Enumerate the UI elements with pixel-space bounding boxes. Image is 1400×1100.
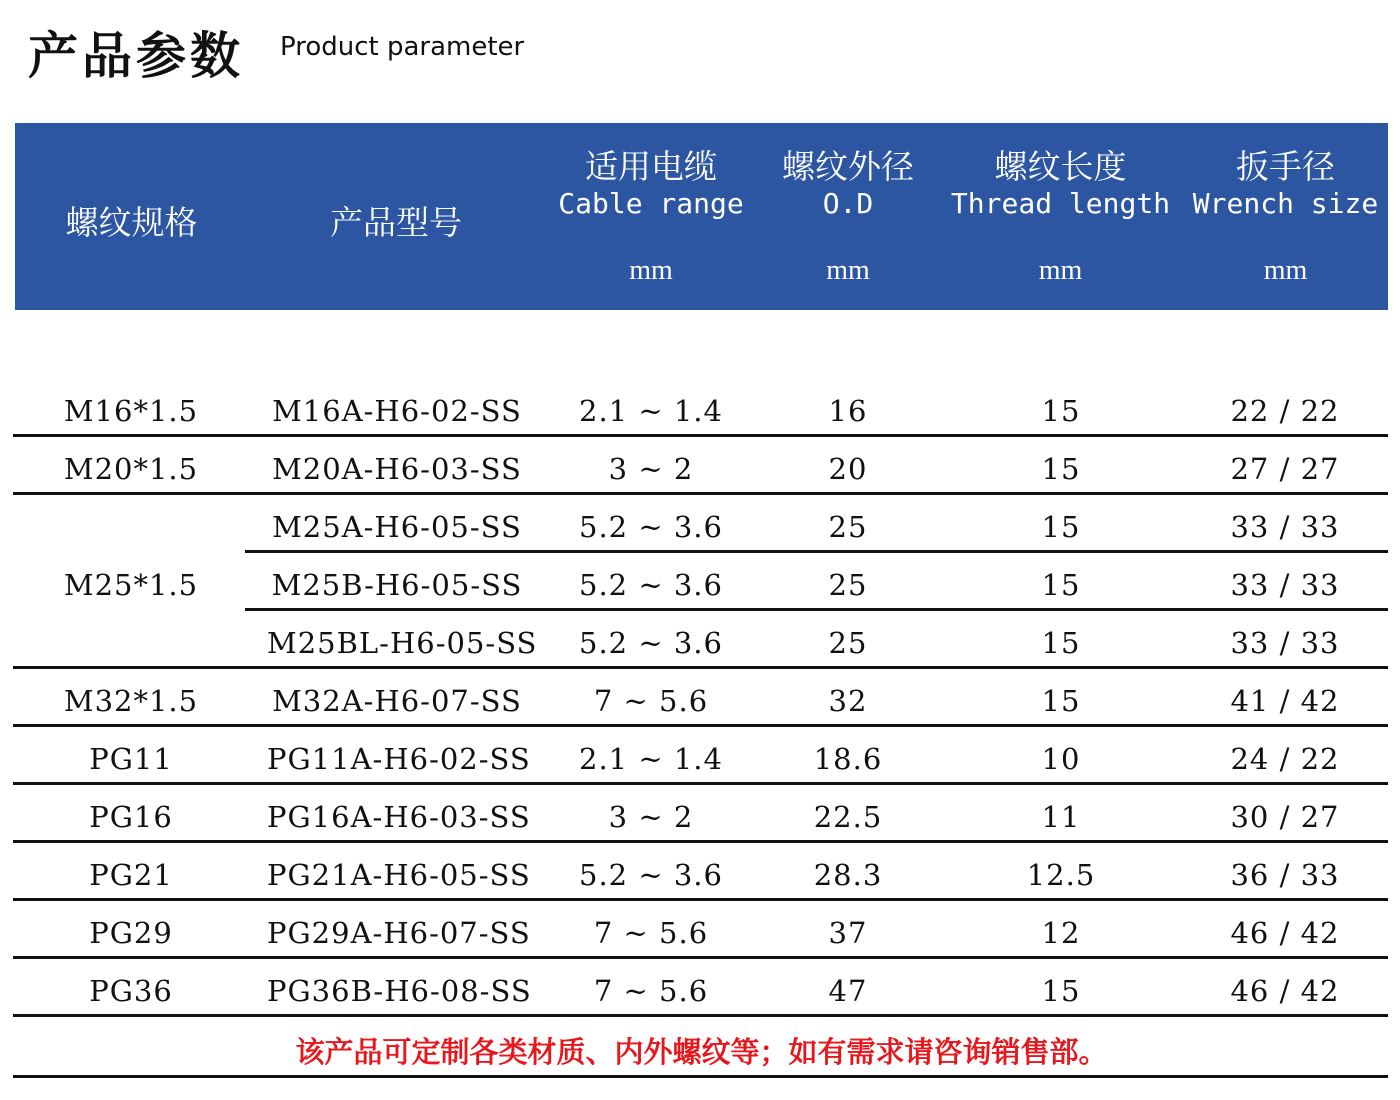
cell-spec: M16*1.5 — [63, 394, 199, 428]
row-divider — [13, 492, 1388, 495]
cell-length: 11 — [1041, 800, 1081, 834]
cell-wrench: 46 / 42 — [1230, 916, 1340, 950]
cell-spec: PG11 — [89, 742, 173, 776]
cell-cable: 5.2 ~ 3.6 — [579, 568, 723, 602]
cell-model: M25A-H6-05-SS — [272, 510, 522, 544]
header-wrench-size: 扳手径 Wrench size mm — [1192, 147, 1379, 286]
cell-wrench: 24 / 22 — [1230, 742, 1340, 776]
cell-length: 15 — [1041, 568, 1081, 602]
row-divider — [13, 956, 1388, 959]
cell-cable: 5.2 ~ 3.6 — [579, 858, 723, 892]
cell-wrench: 33 / 33 — [1230, 626, 1340, 660]
row-divider — [13, 434, 1388, 437]
cell-model: PG36B-H6-08-SS — [267, 974, 532, 1008]
cell-length: 10 — [1041, 742, 1081, 776]
cell-wrench: 33 / 33 — [1230, 568, 1340, 602]
cell-spec: PG36 — [89, 974, 173, 1008]
cell-cable: 3 ~ 2 — [608, 800, 694, 834]
row-divider — [13, 666, 1388, 669]
cell-model: PG16A-H6-03-SS — [267, 800, 531, 834]
cell-spec: PG29 — [89, 916, 173, 950]
cell-od: 25 — [828, 568, 868, 602]
cell-wrench: 46 / 42 — [1230, 974, 1340, 1008]
cell-od: 20 — [828, 452, 868, 486]
cell-length: 15 — [1041, 626, 1081, 660]
cell-wrench: 27 / 27 — [1230, 452, 1340, 486]
cell-cable: 7 ~ 5.6 — [593, 684, 709, 718]
cell-spec: M32*1.5 — [63, 684, 199, 718]
cell-wrench: 33 / 33 — [1230, 510, 1340, 544]
cell-length: 15 — [1041, 974, 1081, 1008]
customization-note: 该产品可定制各类材质、内外螺纹等；如有需求请咨询销售部。 — [295, 1035, 1108, 1069]
table-bottom-border — [13, 1075, 1388, 1078]
cell-cable: 2.1 ~ 1.4 — [579, 394, 723, 428]
cell-model: PG29A-H6-07-SS — [267, 916, 531, 950]
cell-cable: 5.2 ~ 3.6 — [579, 626, 723, 660]
cell-model: M20A-H6-03-SS — [272, 452, 522, 486]
row-divider — [245, 550, 1388, 553]
cell-wrench: 22 / 22 — [1230, 394, 1340, 428]
cell-od: 18.6 — [813, 742, 883, 776]
cell-model: M25B-H6-05-SS — [271, 568, 523, 602]
cell-od: 25 — [828, 626, 868, 660]
cell-cable: 3 ~ 2 — [608, 452, 694, 486]
cell-cable: 7 ~ 5.6 — [593, 974, 709, 1008]
cell-spec: M20*1.5 — [63, 452, 199, 486]
cell-od: 22.5 — [813, 800, 883, 834]
header-thread-length: 螺纹长度 Thread length mm — [950, 147, 1171, 286]
cell-length: 15 — [1041, 684, 1081, 718]
cell-model: M32A-H6-07-SS — [272, 684, 522, 718]
cell-spec: PG16 — [89, 800, 173, 834]
row-divider — [13, 840, 1388, 843]
header-cable-range: 适用电缆 Cable range mm — [558, 147, 744, 286]
cell-length: 12.5 — [1026, 858, 1096, 892]
cell-od: 28.3 — [813, 858, 883, 892]
row-divider — [13, 724, 1388, 727]
header-thread-spec: 螺纹规格 — [65, 203, 198, 242]
cell-wrench: 41 / 42 — [1230, 684, 1340, 718]
cell-spec: PG21 — [89, 858, 173, 892]
cell-cable: 7 ~ 5.6 — [593, 916, 709, 950]
row-divider — [13, 898, 1388, 901]
header-outer-diameter: 螺纹外径 O.D mm — [782, 147, 914, 286]
cell-model: PG21A-H6-05-SS — [267, 858, 531, 892]
cell-model: M25BL-H6-05-SS — [267, 626, 538, 660]
row-divider — [13, 1014, 1388, 1017]
cell-length: 15 — [1041, 452, 1081, 486]
cell-spec: M25*1.5 — [63, 568, 199, 602]
cell-od: 47 — [828, 974, 868, 1008]
cell-length: 12 — [1041, 916, 1081, 950]
cell-length: 15 — [1041, 510, 1081, 544]
cell-od: 16 — [828, 394, 868, 428]
cell-length: 15 — [1041, 394, 1081, 428]
cell-cable: 2.1 ~ 1.4 — [579, 742, 723, 776]
title-chinese: 产品参数 — [28, 27, 244, 85]
cell-od: 25 — [828, 510, 868, 544]
cell-cable: 5.2 ~ 3.6 — [579, 510, 723, 544]
row-divider — [245, 608, 1388, 611]
cell-od: 37 — [828, 916, 868, 950]
row-divider — [13, 782, 1388, 785]
title-english: Product parameter — [280, 32, 525, 62]
cell-wrench: 36 / 33 — [1230, 858, 1340, 892]
cell-od: 32 — [828, 684, 868, 718]
cell-wrench: 30 / 27 — [1230, 800, 1340, 834]
header-model: 产品型号 — [330, 203, 462, 242]
cell-model: M16A-H6-02-SS — [272, 394, 522, 428]
cell-model: PG11A-H6-02-SS — [267, 742, 531, 776]
